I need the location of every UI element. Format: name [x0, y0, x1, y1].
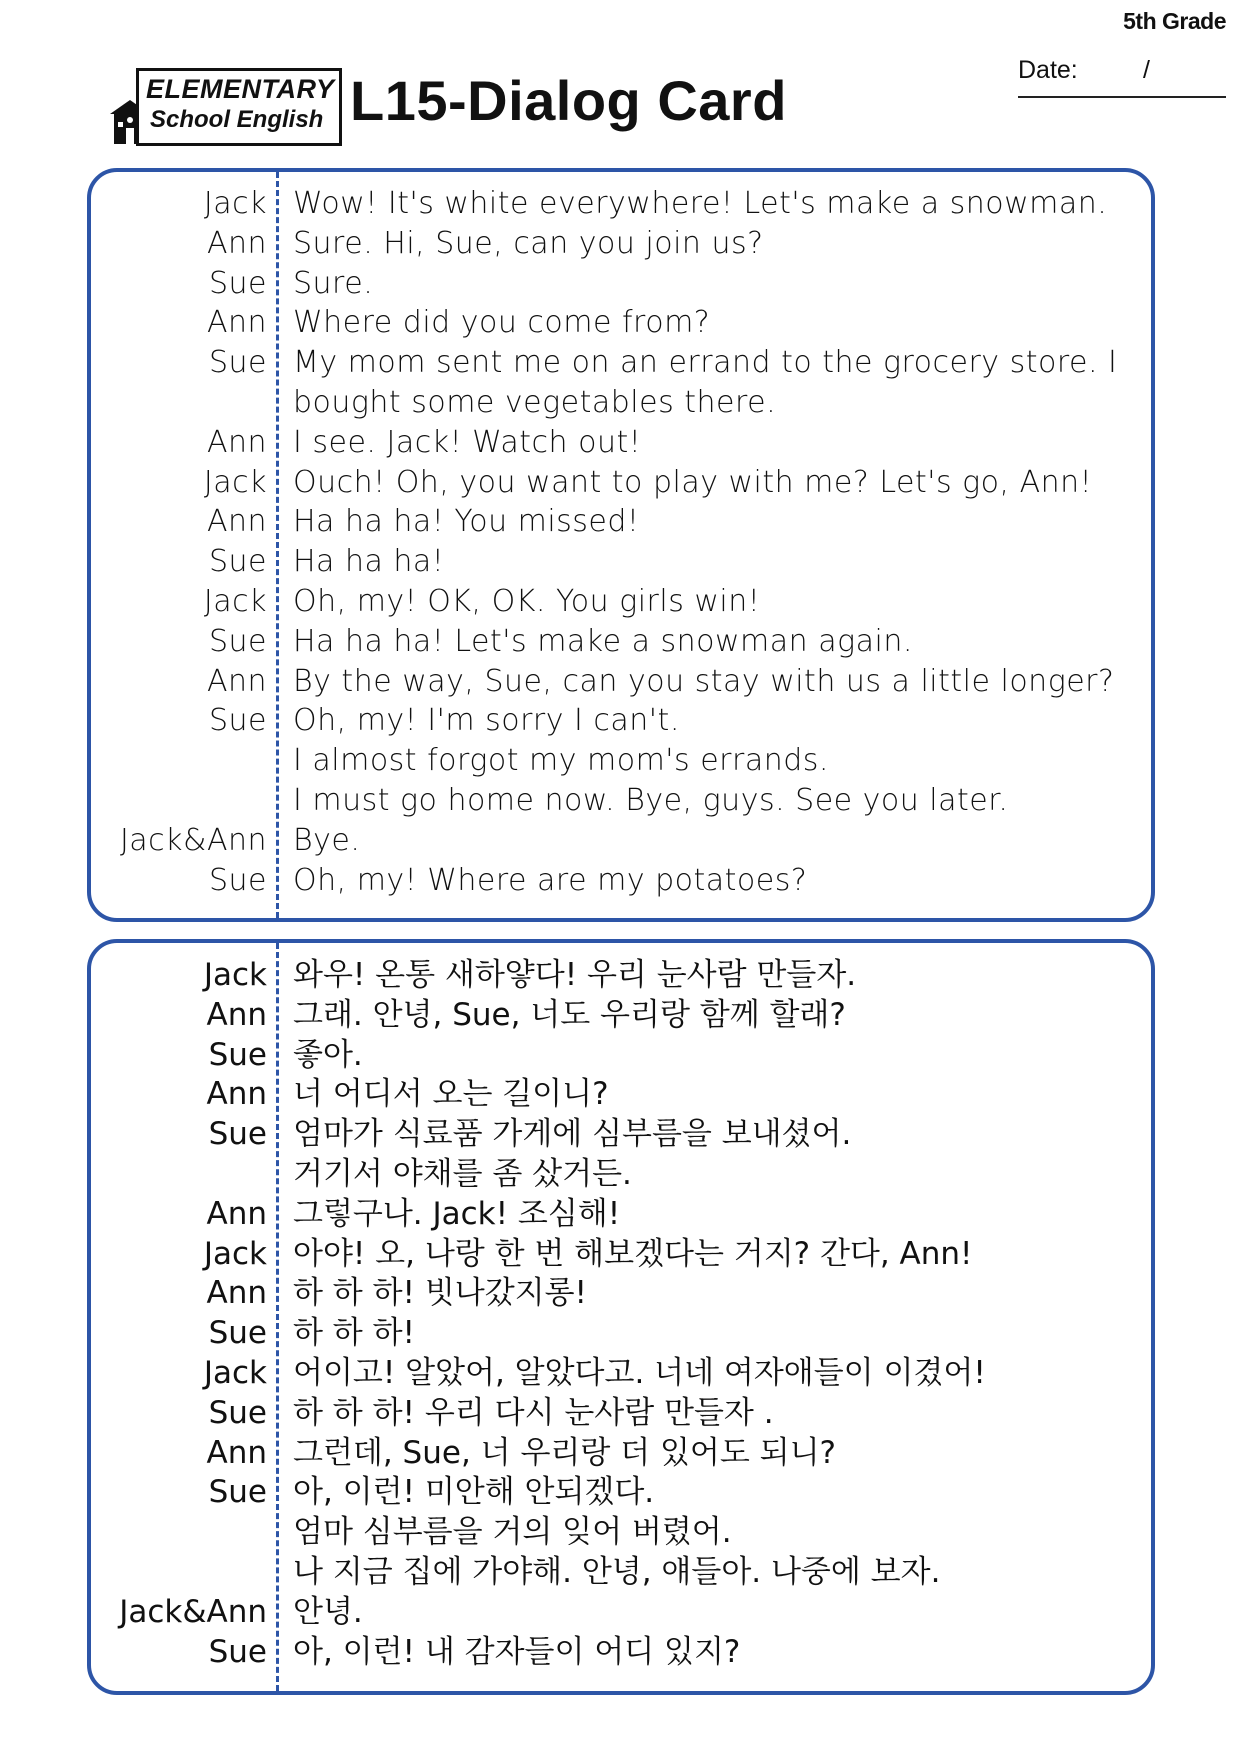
dialog-text: Sure.: [293, 265, 374, 301]
speaker-name: Ann: [206, 1195, 267, 1232]
dialog-line: [91, 1632, 1151, 1672]
speaker-name: Jack&Ann: [119, 822, 267, 858]
dialog-line: [91, 383, 1151, 423]
dialog-line: [91, 1154, 1151, 1194]
dialog-line: [91, 502, 1151, 542]
speaker-name: Ann: [206, 663, 267, 699]
dialog-text: 엄마가 식료품 가게에 심부름을 보내셨어.: [293, 1116, 852, 1153]
dialog-text: Where did you come from?: [293, 305, 711, 341]
dialog-text: Ha ha ha!: [293, 544, 445, 580]
dialog-line: [91, 622, 1151, 662]
date-label: Date:: [1018, 56, 1078, 84]
speaker-name: Ann: [206, 1076, 267, 1113]
dialog-text: 거기서 야채를 좀 샀거든.: [293, 1155, 632, 1192]
dialog-line: [91, 995, 1151, 1035]
dialog-text: 안녕.: [293, 1593, 363, 1630]
dialog-text: 하 하 하!: [293, 1315, 415, 1352]
speaker-name: Ann: [206, 504, 267, 540]
dialog-text: 그래. 안녕, Sue, 너도 우리랑 함께 할래?: [293, 996, 846, 1033]
dialog-text: 어이고! 알았어, 알았다고. 너네 여자애들이 이겼어!: [293, 1354, 986, 1391]
dialog-text: 나 지금 집에 가야해. 안녕, 얘들아. 나중에 보자.: [293, 1553, 941, 1590]
dialog-line: [91, 1234, 1151, 1274]
dialog-text: 하 하 하! 빗나갔지롱!: [293, 1275, 587, 1312]
dialog-text: 그런데, Sue, 너 우리랑 더 있어도 되니?: [293, 1434, 836, 1471]
korean-dialog-lines: [91, 955, 1151, 1671]
speaker-name: Sue: [208, 623, 267, 659]
dialog-line: [91, 955, 1151, 995]
dialog-text: Wow! It's white everywhere! Let's make a snowman.: [293, 186, 1108, 221]
dialog-line: [91, 1035, 1151, 1075]
dialog-line: [91, 582, 1151, 622]
speaker-name: Sue: [208, 1036, 267, 1073]
page-title: L15-Dialog Card: [350, 69, 787, 132]
dialog-line: [91, 1393, 1151, 1433]
dialog-line: [91, 463, 1151, 503]
speaker-name: Ann: [206, 424, 267, 460]
dialog-line: [91, 1512, 1151, 1552]
korean-dialog-card: [87, 939, 1155, 1695]
dialog-line: [91, 423, 1151, 463]
date-field[interactable]: [1018, 56, 1226, 98]
dialog-line: [91, 542, 1151, 582]
dialog-text: bought some vegetables there.: [293, 384, 777, 420]
speaker-name: Jack: [203, 957, 267, 993]
dialog-text: 좋아.: [293, 1036, 363, 1073]
speaker-name: Ann: [206, 1434, 267, 1471]
speaker-name: Jack: [203, 464, 267, 500]
date-separator: /: [1143, 56, 1150, 84]
logo: [108, 68, 343, 146]
dialog-text: Sure. Hi, Sue, can you join us?: [293, 225, 764, 261]
dialog-line: [91, 1552, 1151, 1592]
dialog-line: [91, 224, 1151, 264]
dialog-line: [91, 1592, 1151, 1632]
dialog-line: [91, 1194, 1151, 1234]
dialog-text: I almost forgot my mom's errands.: [293, 743, 829, 779]
speaker-name: Sue: [208, 1315, 267, 1352]
dialog-line: [91, 1273, 1151, 1313]
dialog-text: I see. Jack! Watch out!: [293, 424, 642, 460]
logo-line1: ELEMENTARY: [146, 74, 335, 104]
dialog-text: Oh, my! OK, OK. You girls win!: [293, 583, 761, 619]
dialog-text: Ouch! Oh, you want to play with me? Let's go, Ann!: [293, 464, 1093, 500]
dialog-text: 아야! 오, 나랑 한 번 해보겠다는 거지? 간다, Ann!: [293, 1235, 973, 1272]
speaker-name: Ann: [206, 1275, 267, 1312]
dialog-line: [91, 781, 1151, 821]
speaker-name: Sue: [208, 862, 267, 898]
speaker-name: Ann: [206, 305, 267, 341]
dialog-text: Oh, my! I'm sorry I can't.: [293, 703, 680, 739]
speaker-name: Sue: [208, 1394, 267, 1431]
speaker-name: Ann: [206, 225, 267, 261]
dialog-text: 하 하 하! 우리 다시 눈사람 만들자 .: [293, 1394, 774, 1431]
dialog-text: I must go home now. Bye, guys. See you later.: [293, 782, 1009, 818]
dialog-text: By the way, Sue, can you stay with us a little longer?: [293, 663, 1115, 699]
speaker-name: Sue: [208, 345, 267, 381]
dialog-text: 엄마 심부름을 거의 잊어 버렸어.: [293, 1514, 732, 1551]
dialog-text: 아, 이런! 미안해 안되겠다.: [293, 1474, 655, 1511]
grade-label: 5th Grade: [1123, 8, 1226, 34]
speaker-name: Jack: [203, 1354, 267, 1391]
speaker-name: Jack: [203, 1235, 267, 1272]
dialog-text: 그렇구나. Jack! 조심해!: [293, 1195, 621, 1232]
speaker-name: Ann: [206, 996, 267, 1033]
dialog-text: Bye.: [293, 822, 361, 858]
dialog-line: [91, 1472, 1151, 1512]
dialog-text: 아, 이런! 내 감자들이 어디 있지?: [293, 1633, 741, 1670]
dialog-text: My mom sent me on an errand to the grocery store. I: [293, 345, 1118, 381]
dialog-line: [91, 821, 1151, 861]
speaker-name: Sue: [208, 1633, 267, 1670]
speaker-name: Sue: [208, 1474, 267, 1511]
dialog-line: [91, 1433, 1151, 1473]
dialog-line: [91, 662, 1151, 702]
english-dialog-lines: [91, 184, 1151, 900]
speaker-name: Jack: [203, 583, 267, 619]
speaker-name: Sue: [208, 703, 267, 739]
speaker-name: Jack: [203, 186, 267, 221]
dialog-text: 와우! 온통 새하얗다! 우리 눈사람 만들자.: [293, 957, 857, 993]
dialog-text: 너 어디서 오는 길이니?: [293, 1076, 609, 1113]
dialog-line: [91, 184, 1151, 224]
logo-line2: School English: [150, 106, 324, 133]
dialog-line: [91, 303, 1151, 343]
speaker-name: Jack&Ann: [119, 1593, 267, 1630]
speaker-name: Sue: [208, 265, 267, 301]
dialog-text: Ha ha ha! Let's make a snowman again.: [293, 623, 913, 659]
dialog-line: [91, 701, 1151, 741]
dialog-line: [91, 264, 1151, 304]
dialog-line: [91, 1114, 1151, 1154]
dialog-line: [91, 1353, 1151, 1393]
dialog-line: [91, 1074, 1151, 1114]
dialog-line: [91, 1313, 1151, 1353]
dialog-text: Oh, my! Where are my potatoes?: [293, 862, 808, 898]
dialog-text: Ha ha ha! You missed!: [293, 504, 640, 540]
speaker-name: Sue: [208, 1116, 267, 1153]
dialog-line: [91, 861, 1151, 901]
speaker-name: Sue: [208, 544, 267, 580]
dialog-line: [91, 741, 1151, 781]
dialog-line: [91, 343, 1151, 383]
english-dialog-card: [87, 168, 1155, 922]
